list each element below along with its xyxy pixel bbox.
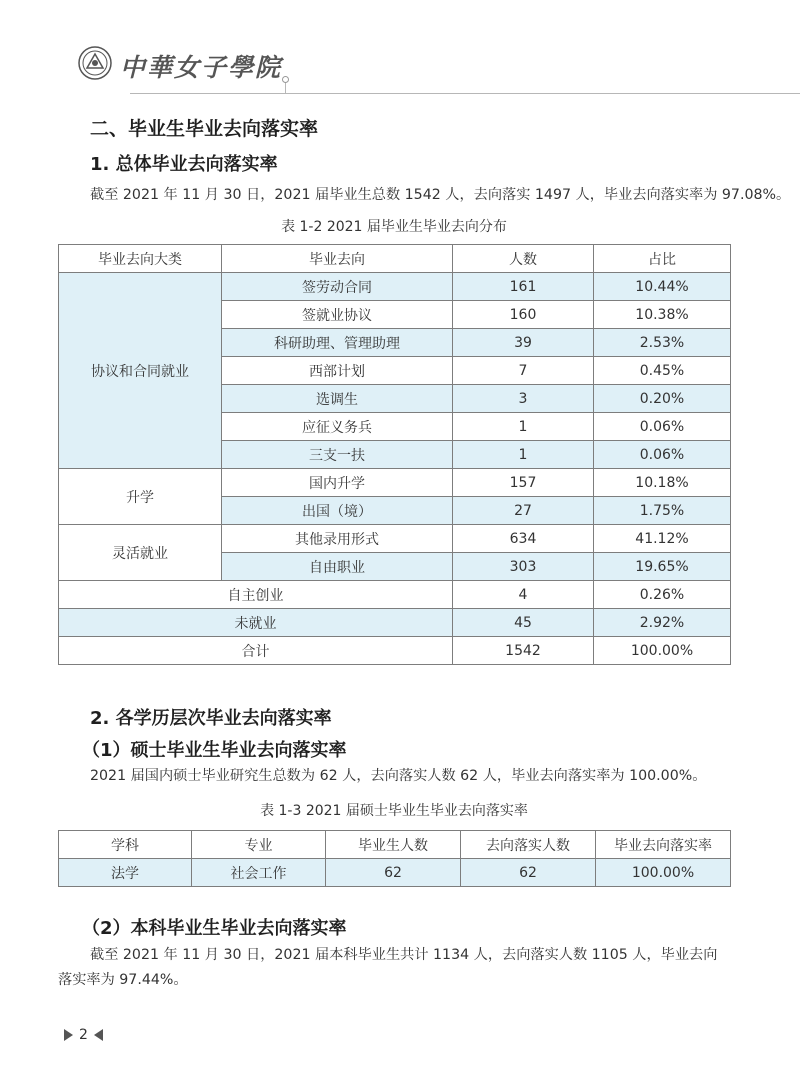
table-cell: 0.26% (594, 581, 731, 609)
table-cell: 41.12% (594, 525, 731, 553)
table-cell: 157 (453, 469, 594, 497)
overall-paragraph: 截至 2021 年 11 月 30 日，2021 届毕业生总数 1542 人，去向落实 1497 人，毕业去向落实率为 97.08%。 (90, 187, 791, 203)
table-row (59, 525, 731, 553)
table-row (59, 581, 731, 609)
table1-caption: 表 1-2 2021 届毕业生毕业去向分布 (281, 219, 507, 235)
table-cell: 合计 (59, 637, 453, 665)
table-cell: 161 (453, 273, 594, 301)
table-cell: 0.06% (594, 413, 731, 441)
table-header-cell: 毕业去向大类 (59, 245, 222, 273)
page-number: 2 (79, 1027, 88, 1043)
table-cell: 0.45% (594, 357, 731, 385)
table-header-row (59, 831, 731, 859)
table-cell: 应征义务兵 (222, 413, 453, 441)
table-cell: 19.65% (594, 553, 731, 581)
table-cell: 1542 (453, 637, 594, 665)
school-name: 中華女子學院 (120, 53, 283, 82)
table-destination-distribution (58, 244, 731, 665)
table-cell: 2.92% (594, 609, 731, 637)
table-cell: 1 (453, 413, 594, 441)
table-header-cell: 专业 (192, 831, 326, 859)
table-cell: 10.44% (594, 273, 731, 301)
table-row (59, 273, 731, 301)
page-footer (64, 1027, 103, 1043)
table-cell: 3 (453, 385, 594, 413)
table-cell: 签就业协议 (222, 301, 453, 329)
table-cell: 自由职业 (222, 553, 453, 581)
group-cell: 升学 (59, 469, 222, 525)
table-cell: 100.00% (596, 859, 731, 887)
school-logo-icon (78, 46, 112, 80)
bachelor-paragraph-line1: 截至 2021 年 11 月 30 日，2021 届本科毕业生共计 1134 人，去向落实人数 1105 人，毕业去向 (90, 947, 718, 963)
table-cell: 签劳动合同 (222, 273, 453, 301)
triangle-right-icon (64, 1029, 73, 1041)
table-total-row (59, 637, 731, 665)
table-header-cell: 占比 (594, 245, 731, 273)
subsection-title-master: （1）硕士毕业生毕业去向落实率 (82, 740, 347, 761)
table-header-cell: 毕业去向落实率 (596, 831, 731, 859)
table-cell: 39 (453, 329, 594, 357)
table-cell: 西部计划 (222, 357, 453, 385)
table-cell: 0.06% (594, 441, 731, 469)
table-cell: 303 (453, 553, 594, 581)
table-cell: 三支一扶 (222, 441, 453, 469)
table-header-row (59, 245, 731, 273)
table-cell: 2.53% (594, 329, 731, 357)
table-cell: 7 (453, 357, 594, 385)
table-cell: 62 (326, 859, 461, 887)
table-row (59, 609, 731, 637)
table-header-cell: 毕业生人数 (326, 831, 461, 859)
subsection-title-overall: 1. 总体毕业去向落实率 (90, 154, 278, 175)
table-cell: 160 (453, 301, 594, 329)
table-header-cell: 毕业去向 (222, 245, 453, 273)
table-header-cell: 去向落实人数 (461, 831, 596, 859)
master-paragraph: 2021 届国内硕士毕业研究生总数为 62 人，去向落实人数 62 人，毕业去向落实率为 100.00%。 (90, 768, 707, 784)
section-title: 二、毕业生毕业去向落实率 (90, 118, 319, 140)
bachelor-paragraph-line2: 落实率为 97.44%。 (58, 972, 188, 988)
table-cell: 10.38% (594, 301, 731, 329)
table-cell: 634 (453, 525, 594, 553)
table-cell: 0.20% (594, 385, 731, 413)
header-rule-dot (282, 76, 289, 83)
table-cell: 科研助理、管理助理 (222, 329, 453, 357)
group-cell: 协议和合同就业 (59, 273, 222, 469)
subsection-title-levels: 2. 各学历层次毕业去向落实率 (90, 708, 332, 729)
subsection-title-bachelor: （2）本科毕业生毕业去向落实率 (82, 918, 347, 939)
table-cell: 未就业 (59, 609, 453, 637)
table-cell: 62 (461, 859, 596, 887)
header-rule (130, 93, 800, 94)
table-cell: 10.18% (594, 469, 731, 497)
table-cell: 自主创业 (59, 581, 453, 609)
table-cell: 100.00% (594, 637, 731, 665)
table-cell: 社会工作 (192, 859, 326, 887)
table-row (59, 859, 731, 887)
table-cell: 45 (453, 609, 594, 637)
table-header-cell: 学科 (59, 831, 192, 859)
table2-caption: 表 1-3 2021 届硕士毕业生毕业去向落实率 (260, 803, 528, 819)
table-header-cell: 人数 (453, 245, 594, 273)
table-cell: 1.75% (594, 497, 731, 525)
group-cell: 灵活就业 (59, 525, 222, 581)
table-cell: 其他录用形式 (222, 525, 453, 553)
table-cell: 法学 (59, 859, 192, 887)
table-master-rate (58, 830, 731, 887)
triangle-left-icon (94, 1029, 103, 1041)
table-cell: 27 (453, 497, 594, 525)
table-row (59, 469, 731, 497)
table-cell: 1 (453, 441, 594, 469)
table-cell: 出国（境） (222, 497, 453, 525)
table-cell: 选调生 (222, 385, 453, 413)
table-cell: 国内升学 (222, 469, 453, 497)
table-cell: 4 (453, 581, 594, 609)
